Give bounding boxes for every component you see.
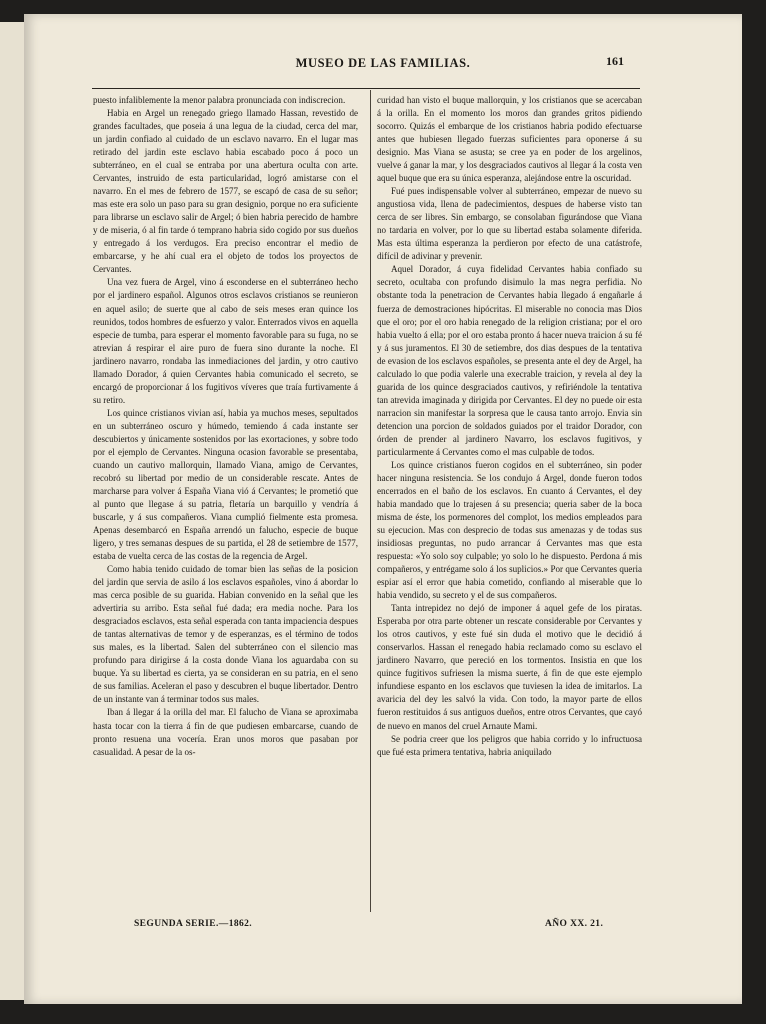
year-footer: AÑO XX. 21. (545, 919, 604, 929)
paragraph: Aquel Dorador, á cuya fidelidad Cervantes habia confiado su secreto, ocultaba con profundo disimulo la mas negra perfidia. No obstante toda la penetracion de Cervantes habia llegado á engañarle á fuerza de demostraciones hipócritas. El miserable no conocia mas Dios que el oro; por el oro habia renegado de la religion cristiana; por el oro habia vuelto á ella; por el oro estaba pronto á hacer nueva traicion á su fé y á sus juramentos. El 30 de setiembre, dos dias despues de la tentativa de evasion de los esclavos españoles, se presenta ante el dey de Argel, ha calculado lo que podia valerle una execrable traicion, y revela al dey la guarida de los quince desgraciados cautivos, y refiriéndole la tentativa tan atrevida imaginada y dirigida por Cervantes. El dey no puede oir esta narracion sin manifestar la sorpresa que le causa tanto arrojo. Envia sin detencion una porcion de soldados guiados por el traidor Dorador, con órden de prender al jardinero Navarro, los esclavos fugitivos, y particularmente á Cervantes como el mas culpable de todos. (377, 264, 642, 457)
paragraph: Fué pues indispensable volver al subterráneo, empezar de nuevo su angustiosa vida, llena de padecimientos, despues de haberse visto tan cerca de ser libres. Sin embargo, se consolaban figurándose que Viana no tardaria en volver, por lo que su libertad estaba solamente diferida. Mas esta última esperanza la perdieron por efecto de una catástrofe, difícil de adivinar y prevenir. (377, 186, 642, 262)
paragraph: Tanta intrepidez no dejó de imponer á aquel gefe de los piratas. Esperaba por otra parte obtener un rescate considerable por Cervantes y los otros cautivos, y este fué sin duda el motivo que le decidió á conservarlos. Hassan el renegado habia reclamado como su esclavo el jardinero Navarro, que pereció en los tormentos. Insistia en que los quince fugitivos sufriesen la misma suerte, á fin de que este ejemplo infundiese espanto en los esclavos que tuviesen la idea de imitarlos. La avaricia del dey les salvó la vida. Con todo, la mayor parte de ellos fueron restituidos á sus antiguos dueños, entre otros Cervantes, que cayó de nuevo en manos del cruel Arnaute Mami. (377, 603, 642, 731)
paragraph: Como habia tenido cuidado de tomar bien las señas de la posicion del jardin que servia de asilo á los esclavos españoles, vino á abordar lo mas cerca posible de su guarida. Habian convenido en la señal que les advertiria su arribo. Esta señal fué dada; era media noche. Para los desgraciados esclavos, esta señal esperada con tanta impaciencia despues de tantas alternativas de temor y de esperanzas, es el término de todos sus males, es la libertad. Salen del subterráneo con el silencio mas profundo para dirigirse á la costa donde Viana los aguardaba con su buque. Ya su libertad es cierta, ya se consideran en su patria, en el seno de sus familias. Aceleran el paso y descubren el buque libertador. Dentro de un instante van á terminar todos sus males. (93, 564, 359, 705)
paragraph: Habia en Argel un renegado griego llamado Hassan, revestido de grandes facultades, que poseia á una legua de la ciudad, cerca del mar, un jardin confiado al cuidado de un esclavo navarro. En el lugar mas retirado del jardin este esclavo habia escabado poco á poco un subterráneo, en el cual se entraba por una abertura oculta con arte. Cervantes, instruido de esta particularidad, logró amistarse con el navarro. En el mes de febrero de 1577, se escapó de casa de su señor; mas este era solo un paso para su gran designio, porque no era suficiente para librarse un esclavo salir de Argel; ó bien habria perecido de hambre y de miseria, ó al fin tarde ó temprano habria sido cogido por sus dueños y entregado á los verdugos. Era preciso encontrar el medio de embarcarse, y he ahí cual era el objeto de todos los proyectos de Cervantes. (93, 108, 358, 275)
column-divider (370, 90, 371, 912)
page-number: 161 (606, 54, 624, 68)
header-rule (92, 88, 640, 89)
paragraph: curidad han visto el buque mallorquin, y los cristianos que se acercaban á la orilla. En el momento los moros dan grandes gritos pidiendo socorro. Quizás el embarque de los cristianos habria podido efectuarse antes que hubiesen llegado fuerzas suficientes para oponerse á su designio. Mas Viana se asusta; se cree ya en poder de los argelinos, vuelve á ganar la mar, y los desgraciados cautivos al llegar á la costa ven aquel buque que era su única esperanza, alejándose entre la oscuridad. (377, 95, 642, 184)
publication-title: MUSEO DE LAS FAMILIAS. (295, 56, 471, 70)
paragraph: Una vez fuera de Argel, vino á esconderse en el subterráneo hecho por el jardinero español. Algunos otros esclavos cristianos se reunieron en aquel asilo; de suerte que al cabo de seis meses eran quince los reunidos, todos hombres de esfuerzo y valor. Enterrados vivos en aquella especie de tumba, para esperar el momento favorable para su fuga, no se atrevian á respirar el aire puro de fuera sino durante la noche. El jardinero navarro, rondaba las inmediaciones del jardin, y otro cautivo llamado Dorador, á quien Cervantes habia comunicado el secreto, se encargó de proporcionar á los fugitivos víveres que traía furtivamente á su retiro. (93, 277, 358, 405)
left-column (93, 94, 358, 759)
paragraph: Los quince cristianos vivian así, habia ya muchos meses, sepultados en un subterráneo oscuro y húmedo, temiendo á cada instante ser descubiertos y únicamente sostenidos por las exortaciones, y sobre todo por el ejemplo de Cervantes. Ninguna ocasion favorable se presentaba, cuando un cautivo mallorquin, llamado Viana, amigo de Cervantes, recobró su libertad por medio de un considerable rescate. Antes de marcharse para volver á España Viana vió á Cervantes; le prometió que al punto que llegase á su patria, fletaría un barquillo y vendría á buscarle, y á sus compañeros. Viana cumplió fielmente esta promesa. Apenas desembarcó en España arrendó un falucho, especie de buque ligero, y tres semanas despues de su partida, el 28 de setiembre de 1577, estaba de vuelta cerca de las costas de la regencia de Argel. (93, 407, 358, 562)
paragraph: Se podria creer que los peligros que habia corrido y lo infructuosa que fué esta primera tentativa, habria aniquilado (377, 733, 642, 757)
right-column (377, 94, 642, 759)
running-header (24, 56, 742, 76)
paragraph: puesto infaliblemente la menor palabra pronunciada con indiscrecion. (93, 95, 346, 105)
series-footer: SEGUNDA SERIE.—1862. (134, 919, 253, 929)
previous-page-edge (0, 22, 27, 1000)
paragraph: Iban á llegar á la orilla del mar. El falucho de Viana se aproximaba hasta tocar con la tierra á fin de que pudiesen embarcarse, cuando de pronto resuena una vocería. Eran unos moros que pasaban por casualidad. A pesar de la os- (93, 707, 358, 757)
magazine-page (24, 14, 742, 1004)
paragraph: Los quince cristianos fueron cogidos en el subterráneo, sin poder hacer ninguna resistencia. Se los condujo á Argel, donde fueron todos encerrados en el baño de los esclavos. En cuanto á Cervantes, el dey habia mandado que lo trajesen á su presencia; queria saber de la boca misma de éste, los pormenores del complot, los medios empleados para su ejecucion. Mas con desprecio de todas sus amenazas y de todas sus insidiosas preguntas, no pudo arrancar á Cervantes mas que esta respuesta: «Yo solo soy culpable; yo solo lo he dispuesto. Perdona á mis compañeros, y entrégame solo á los suplicios.» Por que Cervantes queria espiar así el error que habia cometido, confiando al miserable que lo habia vendido, su secreto y el de sus compañeros. (377, 459, 642, 601)
